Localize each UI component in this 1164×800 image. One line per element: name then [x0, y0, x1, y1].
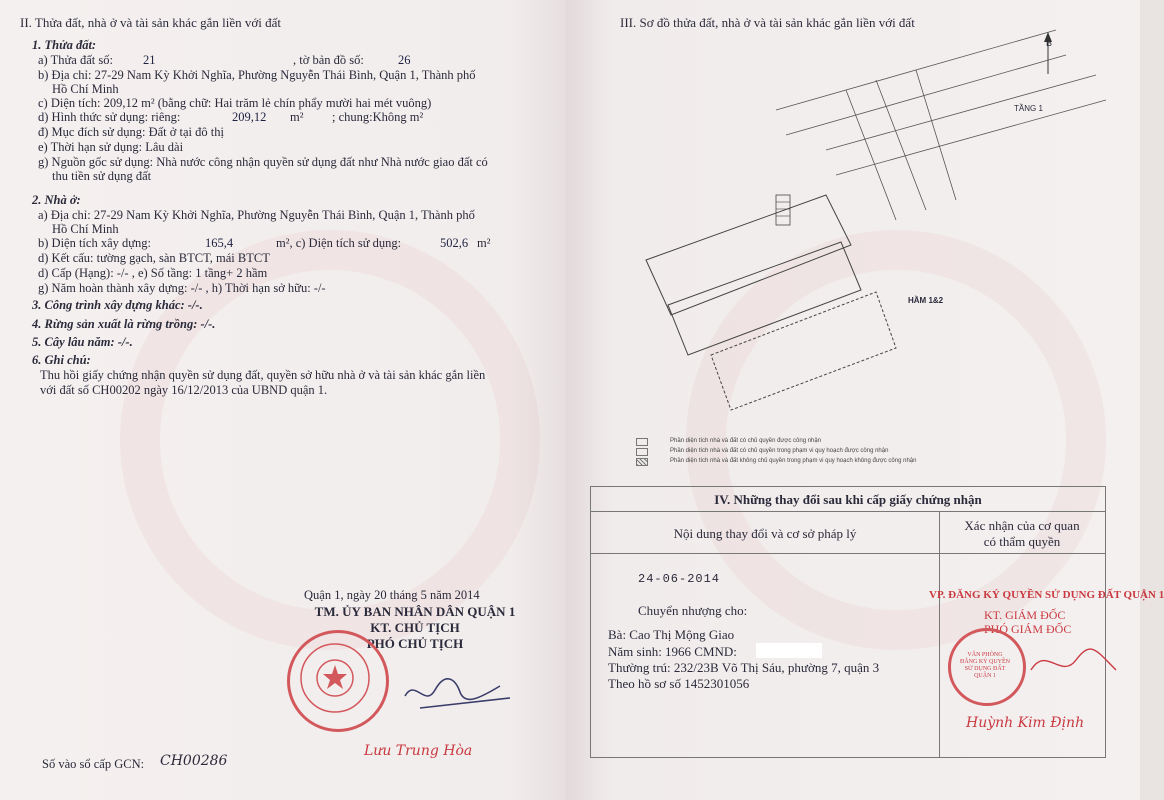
planted-forest: 4. Rừng sản xuất là rừng trồng: -/-. — [32, 317, 216, 331]
notes-heading: 6. Ghi chú: — [32, 353, 91, 367]
office-seal-text: VĂN PHÒNG ĐĂNG KÝ QUYỀN SỬ DỤNG ĐẤT QUẬN 1 — [960, 652, 1010, 679]
signer-kt: KT. CHỦ TỊCH — [370, 620, 460, 635]
legend-swatch-2 — [636, 448, 648, 456]
right-page — [566, 0, 1164, 800]
kt-director: KT. GIÁM ĐỐC — [984, 608, 1066, 622]
house-address: a) Địa chỉ: 27-29 Nam Kỳ Khởi Nghĩa, Phường Nguyễn Thái Bình, Quận 1, Thành phố — [38, 208, 475, 222]
left-page — [0, 0, 566, 800]
authority-header-2: có thẩm quyền — [983, 534, 1061, 549]
use-form-common: ; chung:Không m² — [332, 110, 424, 124]
built-area: 165,4 — [205, 236, 234, 250]
legend-3: Phần diện tích nhà và đất không chủ quyền trong phạm vi quy hoạch không được công nhận — [670, 458, 917, 464]
official-seal — [287, 630, 389, 732]
authority-header-1: Xác nhận của cơ quan — [964, 518, 1080, 533]
officer-name: Huỳnh Kim Định — [966, 715, 1085, 731]
floor-1-label: TẦNG 1 — [1014, 104, 1043, 113]
transfer-label: Chuyển nhượng cho: — [638, 603, 748, 618]
signer-name: Lưu Trung Hòa — [364, 743, 473, 759]
section-title: II. Thửa đất, nhà ở và tài sản khác gắn liền với đất — [20, 15, 281, 30]
signature-mark — [400, 668, 520, 718]
transferee-name: Bà: Cao Thị Mộng Giao — [608, 627, 735, 642]
officer-signature — [1026, 640, 1126, 690]
deputy-director: PHÓ GIÁM ĐỐC — [984, 622, 1072, 636]
parcel-number-label: a) Thửa đất số: — [38, 53, 113, 67]
land-address-cont: Hồ Chí Minh — [52, 82, 119, 96]
perennial-trees: 5. Cây lâu năm: -/-. — [32, 335, 133, 349]
map-sheet-label: , tờ bản đồ số: — [293, 53, 364, 67]
redacted-id — [756, 643, 822, 658]
used-area: 502,6 — [440, 236, 469, 250]
changes-title: IV. Những thay đổi sau khi cấp giấy chứng nhận — [714, 492, 982, 507]
land-heading: 1. Thửa đất: — [32, 38, 97, 52]
use-purpose: đ) Mục đích sử dụng: Đất ở tại đô thị — [38, 125, 224, 139]
other-structures: 3. Công trình xây dựng khác: -/-. — [32, 298, 203, 312]
used-area-unit: m² — [477, 236, 491, 250]
legend-swatch-3 — [636, 458, 648, 466]
use-term: e) Thời hạn sử dụng: Lâu dài — [38, 140, 184, 154]
office-stamp-line: VP. ĐĂNG KÝ QUYỀN SỬ DỤNG ĐẤT QUẬN 1 — [929, 589, 1164, 601]
gcn-label: Số vào sổ cấp GCN: — [42, 757, 145, 771]
note-line-2: với đất số CH00202 ngày 16/12/2013 của UBND quận 1. — [40, 383, 328, 397]
land-plot-diagram — [626, 30, 1126, 470]
structure: d) Kết cấu: tường gạch, sàn BTCT, mái BTCT — [38, 251, 270, 265]
signer-role: PHÓ CHỦ TỊCH — [366, 636, 464, 651]
change-date: 24-06-2014 — [638, 572, 721, 586]
use-origin-cont: thu tiền sử dụng đất — [52, 169, 152, 183]
signer-org: TM. ỦY BAN NHÂN DÂN QUẬN 1 — [314, 604, 516, 619]
diagram-title: III. Sơ đồ thửa đất, nhà ở và tài sản khác gắn liền với đất — [620, 15, 915, 30]
used-area-label: m², c) Diện tích sử dụng: — [276, 236, 402, 250]
transferee-address: Thường trú: 232/23B Võ Thị Sáu, phường 7, quận 3 — [608, 660, 880, 675]
grade-floors: d) Cấp (Hạng): -/- , e) Số tầng: 1 tầng+ 2 hầm — [38, 266, 268, 280]
legend-swatch-1 — [636, 438, 648, 446]
use-form-label: d) Hình thức sử dụng: riêng: — [38, 110, 181, 124]
built-area-label: b) Diện tích xây dựng: — [38, 236, 152, 250]
legend-1: Phần diện tích nhà và đất có chủ quyền được công nhận — [670, 438, 822, 444]
land-address: b) Địa chỉ: 27-29 Nam Kỳ Khởi Nghĩa, Phường Nguyễn Thái Bình, Quận 1, Thành phố — [38, 68, 476, 82]
house-heading: 2. Nhà ở: — [32, 193, 81, 207]
land-area: c) Diện tích: 209,12 m² (bằng chữ: Hai trăm lẻ chín phẩy mười hai mét vuông) — [38, 96, 432, 110]
parcel-number: 21 — [143, 53, 156, 67]
north-label: B — [1046, 38, 1053, 48]
use-form-unit: m² — [290, 110, 304, 124]
basement-label: HẦM 1&2 — [908, 296, 944, 305]
use-origin: g) Nguồn gốc sử dụng: Nhà nước công nhận quyền sử dụng đất như Nhà nước giao đất có — [38, 155, 488, 169]
gcn-number: CH00286 — [160, 753, 228, 769]
use-form-private: 209,12 — [232, 110, 267, 124]
transferee-birth: Năm sinh: 1966 CMND: — [608, 644, 737, 659]
file-number: Theo hồ sơ số 1452301056 — [608, 676, 750, 691]
note-line-1: Thu hồi giấy chứng nhận quyền sử dụng đất, quyền sở hữu nhà ở và tài sản khác gắn liền — [40, 368, 486, 382]
house-address-cont: Hồ Chí Minh — [52, 222, 119, 236]
issue-date: Quận 1, ngày 20 tháng 5 năm 2014 — [304, 588, 480, 602]
legend-2: Phần diện tích nhà và đất có chủ quyền trong phạm vi quy hoạch được công nhận — [670, 448, 889, 454]
map-sheet-number: 26 — [398, 53, 411, 67]
content-column-header: Nội dung thay đổi và cơ sở pháp lý — [673, 526, 857, 541]
completion-year: g) Năm hoàn thành xây dựng: -/- , h) Thời hạn sở hữu: -/- — [38, 281, 326, 295]
